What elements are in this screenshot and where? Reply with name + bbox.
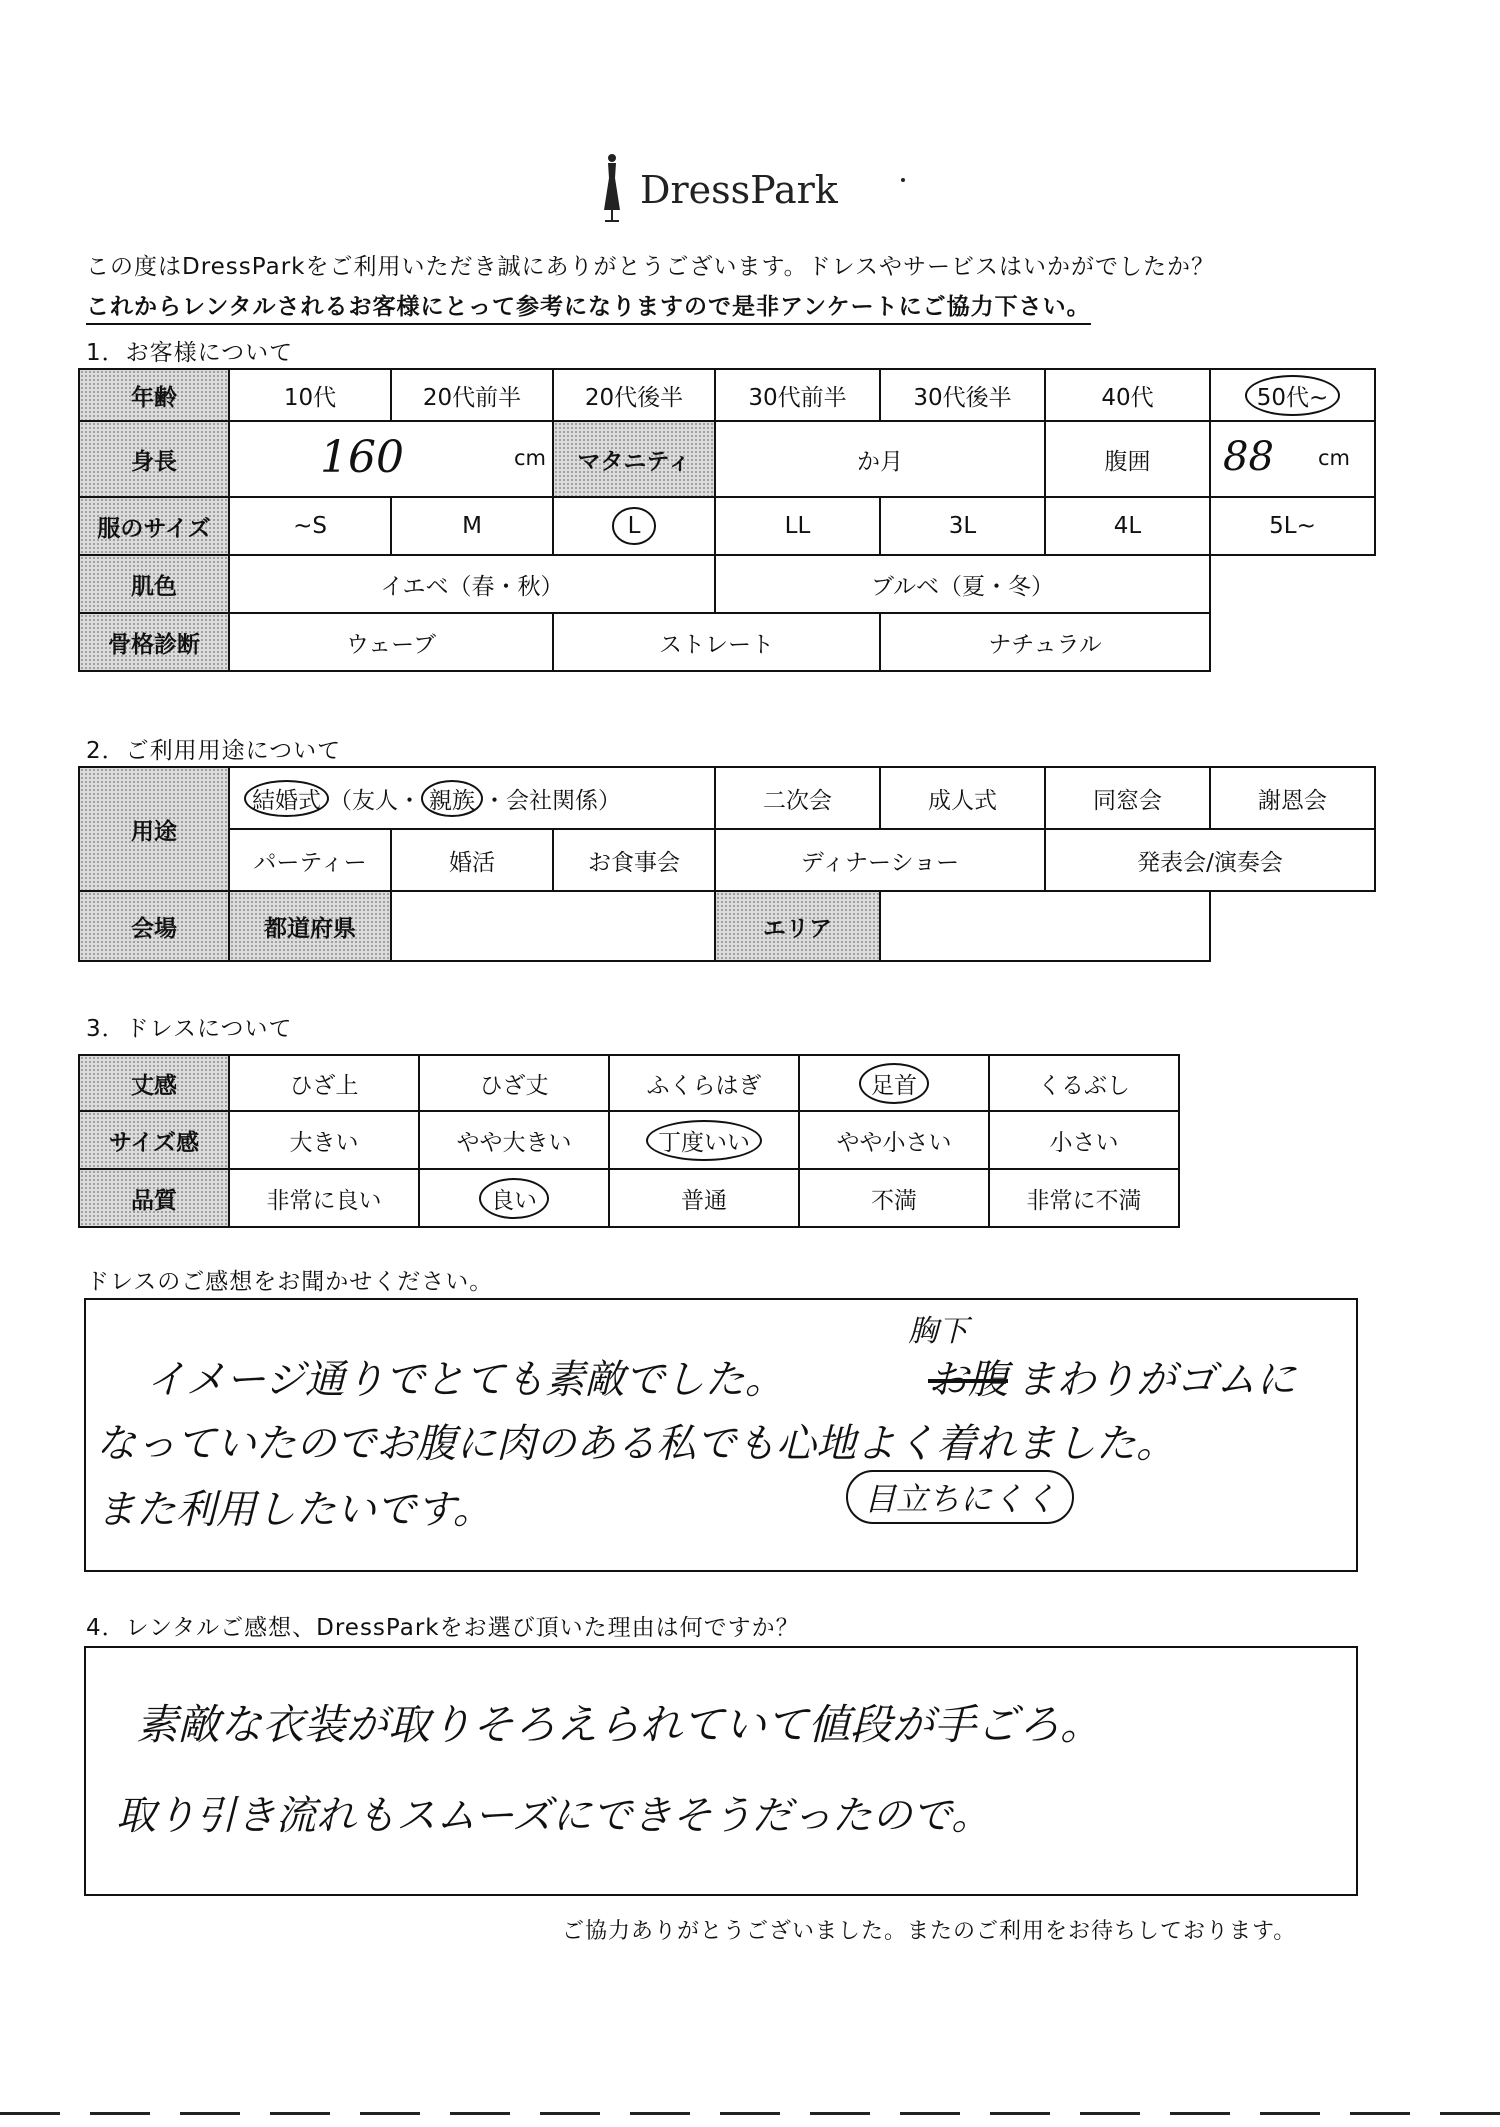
size-option[interactable]: 4L [1045,497,1210,555]
purpose-option[interactable]: 婚活 [391,829,553,891]
quality-option-selected[interactable] [419,1169,609,1227]
height-field[interactable] [229,421,553,497]
maternity-field[interactable] [715,421,1045,497]
waist-value: 88 [1223,434,1274,480]
fit-option[interactable]: 大きい [229,1111,419,1169]
purpose-option[interactable]: パーティー [229,829,391,891]
age-label: 年齢 [79,369,229,421]
fit-option-selected[interactable] [609,1111,799,1169]
frame-option-straight[interactable]: ストレート [553,613,880,671]
intro-text: この度はDressParkをご利用いただき誠にありがとうございます。ドレスやサービスはいかがでしたか？ [86,254,1215,280]
empty-cell [1210,555,1375,613]
section2-title: 2．ご利用用途について [86,738,342,764]
section3-title: 3．ドレスについて [86,1016,293,1042]
age-option[interactable]: 20代後半 [553,369,715,421]
waist-label: 腹囲 [1045,421,1210,497]
selection-circle: 足首 [859,1063,929,1104]
age-option[interactable]: 10代 [229,369,391,421]
purpose-label: 用途 [79,767,229,891]
fit-option[interactable]: 小さい [989,1111,1179,1169]
age-option[interactable]: 30代前半 [715,369,880,421]
size-option[interactable]: 5L~ [1210,497,1375,555]
purpose-option[interactable]: お食事会 [553,829,715,891]
area-label: エリア [715,891,880,961]
empty-cell [1210,891,1375,961]
purpose-option[interactable]: 発表会/演奏会 [1045,829,1375,891]
paren: （ [329,787,352,814]
empty-cell [1210,613,1375,671]
quality-option[interactable]: 非常に良い [229,1169,419,1227]
size-option[interactable]: LL [715,497,880,555]
size-option[interactable]: 3L [880,497,1045,555]
reason-answer-box[interactable] [84,1646,1358,1896]
area-field[interactable] [880,891,1210,961]
answer-line-1: 素敵な衣装が取りそろえられていて値段が手ごろ。 [136,1700,1103,1749]
wedding-company[interactable]: 会社関係 [506,787,598,814]
purpose-option[interactable]: ディナーショー [715,829,1045,891]
purpose-option[interactable]: 同窓会 [1045,767,1210,829]
maternity-label: マタニティ [553,421,715,497]
separator: ・ [483,787,506,814]
decorative-dot [901,178,905,182]
quality-option[interactable]: 不満 [799,1169,989,1227]
selection-circle: 丁度いい [646,1120,762,1161]
height-unit: cm [513,446,546,470]
fit-option[interactable]: やや大きい [419,1111,609,1169]
size-option-selected[interactable] [553,497,715,555]
quality-option[interactable]: 非常に不満 [989,1169,1179,1227]
comment-line-1-end: まわりがゴムに [1016,1357,1296,1403]
wedding-option[interactable] [229,767,715,829]
quality-option[interactable]: 普通 [609,1169,799,1227]
section4-title: 4．レンタルご感想、DressParkをお選び頂いた理由は何ですか？ [86,1615,800,1641]
comment-line-3: また利用したいです。 [96,1487,493,1533]
skin-option-yellow[interactable]: イエベ（春・秋） [229,555,715,613]
maternity-unit: か月 [857,448,903,475]
fit-label: サイズ感 [79,1111,229,1169]
paren: ） [598,787,621,814]
frame-option-natural[interactable]: ナチュラル [880,613,1210,671]
comment-line-2: なっていたのでお腹に肉のある私でも心地よく着れました。 [96,1421,1176,1467]
selection-circle: 50代~ [1245,375,1341,416]
comment-insert-text: 胸下 [908,1314,968,1349]
venue-label: 会場 [79,891,229,961]
fit-option[interactable]: やや小さい [799,1111,989,1169]
purpose-option[interactable]: 成人式 [880,767,1045,829]
length-option[interactable]: ひざ上 [229,1055,419,1111]
size-label: 服のサイズ [79,497,229,555]
frame-option-wave[interactable]: ウェーブ [229,613,553,671]
length-label: 丈感 [79,1055,229,1111]
waist-unit: cm [1317,446,1350,470]
selection-circle: 親族 [421,780,483,817]
height-value: 160 [320,432,404,483]
answer-line-2: 取り引き流れもスムーズにできそうだったので。 [116,1793,992,1839]
comment-line-1: イメージ通りでとても素敵でした。 [146,1357,785,1403]
wedding-friend[interactable]: 友人 [352,787,398,814]
brand-name: DressPark [640,168,838,212]
comment-struck-text: お腹 [928,1357,1008,1403]
age-option[interactable]: 20代前半 [391,369,553,421]
height-label: 身長 [79,421,229,497]
customer-table [78,368,1376,672]
footer-thanks: ご協力ありがとうございました。またのご利用をお待ちしております。 [562,1919,1297,1944]
separator: ・ [398,787,421,814]
size-option[interactable]: ~S [229,497,391,555]
prefecture-label: 都道府県 [229,891,391,961]
frame-label: 骨格診断 [79,613,229,671]
quality-label: 品質 [79,1169,229,1227]
length-option[interactable]: くるぶし [989,1055,1179,1111]
intro-request: これからレンタルされるお客様にとって参考になりますので是非アンケートにご協力下さい。 [86,288,1091,325]
purpose-option[interactable]: 謝恩会 [1210,767,1375,829]
dress-comment-box[interactable] [84,1298,1358,1572]
comment-circled-note: 目立ちにくく [846,1470,1074,1524]
age-option[interactable]: 30代後半 [880,369,1045,421]
length-option-selected[interactable] [799,1055,989,1111]
purpose-table [78,766,1376,962]
dress-table [78,1054,1180,1228]
waist-field[interactable] [1210,421,1375,497]
skin-label: 肌色 [79,555,229,613]
age-option-selected[interactable] [1210,369,1375,421]
scan-edge-line [0,2112,1500,2115]
selection-circle: 良い [479,1178,549,1219]
length-option[interactable]: ひざ丈 [419,1055,609,1111]
section1-title: 1．お客様について [86,340,294,366]
selection-circle: 結婚式 [244,780,329,817]
length-option[interactable]: ふくらはぎ [609,1055,799,1111]
dress-comment-prompt: ドレスのご感想をお聞かせください。 [86,1269,494,1295]
size-option[interactable]: M [391,497,553,555]
purpose-option[interactable]: 二次会 [715,767,880,829]
age-option[interactable]: 40代 [1045,369,1210,421]
skin-option-blue[interactable]: ブルベ（夏・冬） [715,555,1210,613]
selection-circle: L [612,507,657,545]
prefecture-field[interactable] [391,891,715,961]
